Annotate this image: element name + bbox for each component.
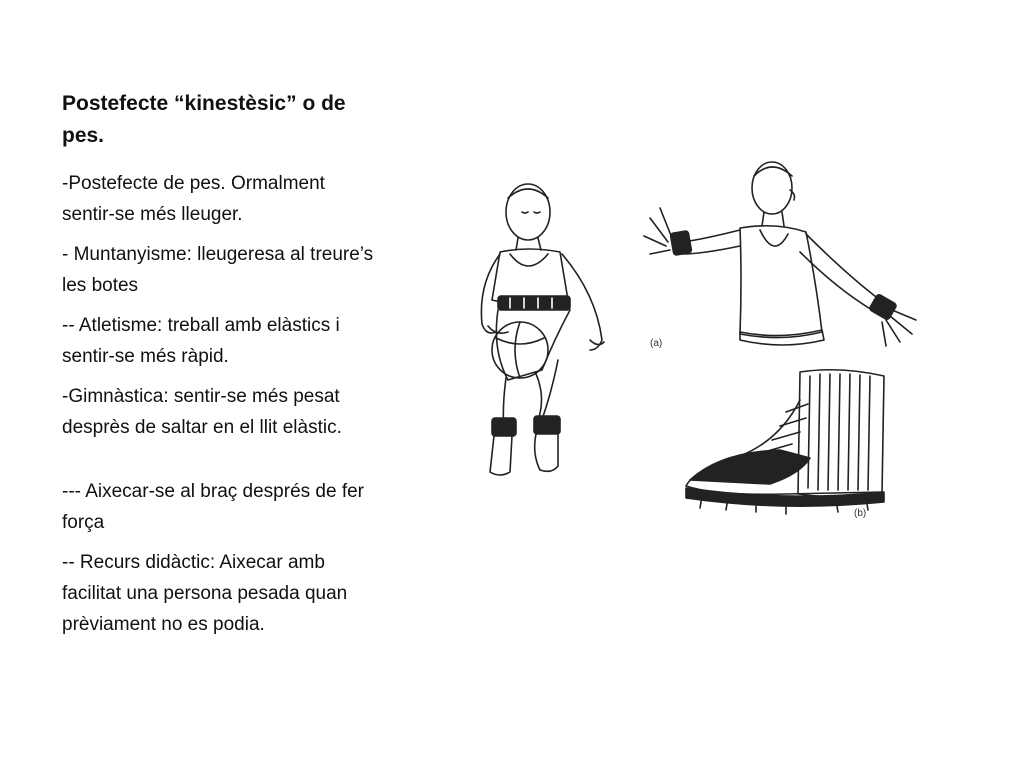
paragraph-athletics: -- Atletisme: treball amb elàstics i sentir-se més ràpid. bbox=[62, 315, 340, 367]
slide-body bbox=[62, 168, 382, 649]
slide-title: Postefecte “kinestèsic” o de pes. bbox=[62, 92, 346, 147]
basketball-player-ankle-weights-icon bbox=[481, 184, 604, 475]
paragraph-mountaineering: - Muntanyisme: lleugeresa al treure’s les botes bbox=[62, 244, 374, 296]
weighted-spiked-boot-icon bbox=[686, 370, 884, 519]
figure-label-a: (a) bbox=[650, 338, 663, 349]
figure-label-b: (b) bbox=[854, 508, 867, 519]
athlete-wrist-weights-icon bbox=[644, 162, 916, 349]
paragraph-weight-aftereffect: -Postefecte de pes. Ormalment sentir-se més lleuger. bbox=[62, 173, 325, 225]
weights-illustration bbox=[440, 150, 960, 590]
paragraph-gymnastics: -Gimnàstica: sentir-se més pesat desprès de saltar en el llit elàstic. bbox=[62, 386, 342, 438]
paragraph-arm-lift: --- Aixecar-se al braç després de fer força bbox=[62, 481, 365, 533]
paragraph-didactic-resource: -- Recurs didàctic: Aixecar amb facilitat una persona pesada quan prèviament no es podia. bbox=[62, 552, 348, 635]
